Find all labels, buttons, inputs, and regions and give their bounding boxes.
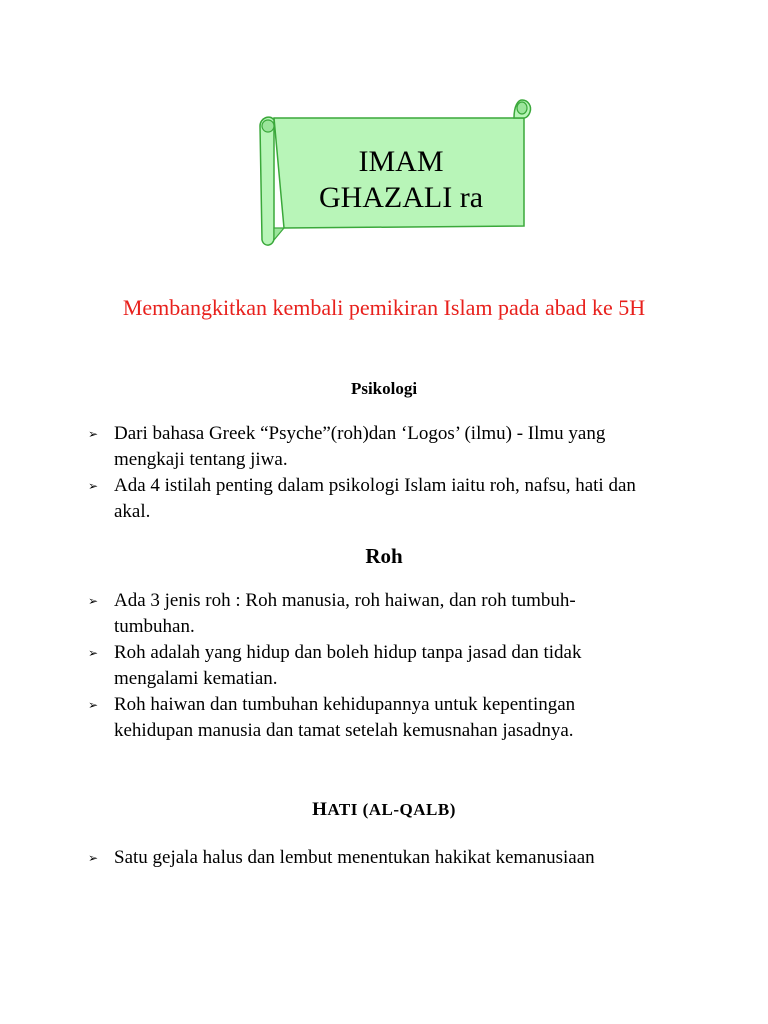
section-heading-psikologi: Psikologi (350, 379, 418, 398)
list-item-text: Ada 4 istilah penting dalam psikologi Islam iaitu roh, nafsu, hati dan akal. (114, 475, 636, 522)
roh-list (88, 588, 648, 744)
list-item-text: Dari bahasa Greek “Psyche”(roh)dan ‘Logos’ (ilmu) - Ilmu yang mengkaji tentang jiwa. (114, 423, 606, 470)
list-item (88, 845, 648, 871)
list-item-text: Ada 3 jenis roh : Roh manusia, roh haiwan, dan roh tumbuh-tumbuhan. (114, 590, 576, 637)
arrowhead-bullet-icon: ➢ (88, 851, 99, 865)
list-item (88, 473, 648, 525)
arrowhead-bullet-icon: ➢ (88, 594, 99, 608)
list-item-text: Roh haiwan dan tumbuhan kehidupannya untuk kepentingan kehidupan manusia dan tamat setelah kemusnahan jasadnya. (114, 694, 576, 741)
list-item (88, 692, 648, 744)
section-heading-hati (0, 799, 768, 821)
subtitle: Membangkitkan kembali pemikiran Islam pada abad ke 5H (122, 295, 646, 320)
list-item (88, 421, 648, 473)
arrowhead-bullet-icon: ➢ (88, 698, 99, 712)
arrowhead-bullet-icon: ➢ (88, 646, 99, 660)
heading-initial: H (312, 799, 328, 820)
arrowhead-bullet-icon: ➢ (88, 427, 99, 441)
list-item-text: Satu gejala halus dan lembut menentukan hakikat kemanusiaan (114, 847, 595, 868)
banner-title: IMAM GHAZALI ra (318, 145, 484, 214)
list-item-text: Roh adalah yang hidup dan boleh hidup tanpa jasad dan tidak mengalami kematian. (114, 642, 582, 689)
section-heading-roh: Roh (365, 544, 403, 568)
title-scroll-banner (256, 98, 534, 248)
heading-rest: ATI (AL-QALB) (327, 800, 456, 819)
hati-list (88, 845, 648, 871)
psikologi-list (88, 421, 648, 525)
list-item (88, 588, 648, 640)
list-item (88, 640, 648, 692)
arrowhead-bullet-icon: ➢ (88, 479, 99, 493)
